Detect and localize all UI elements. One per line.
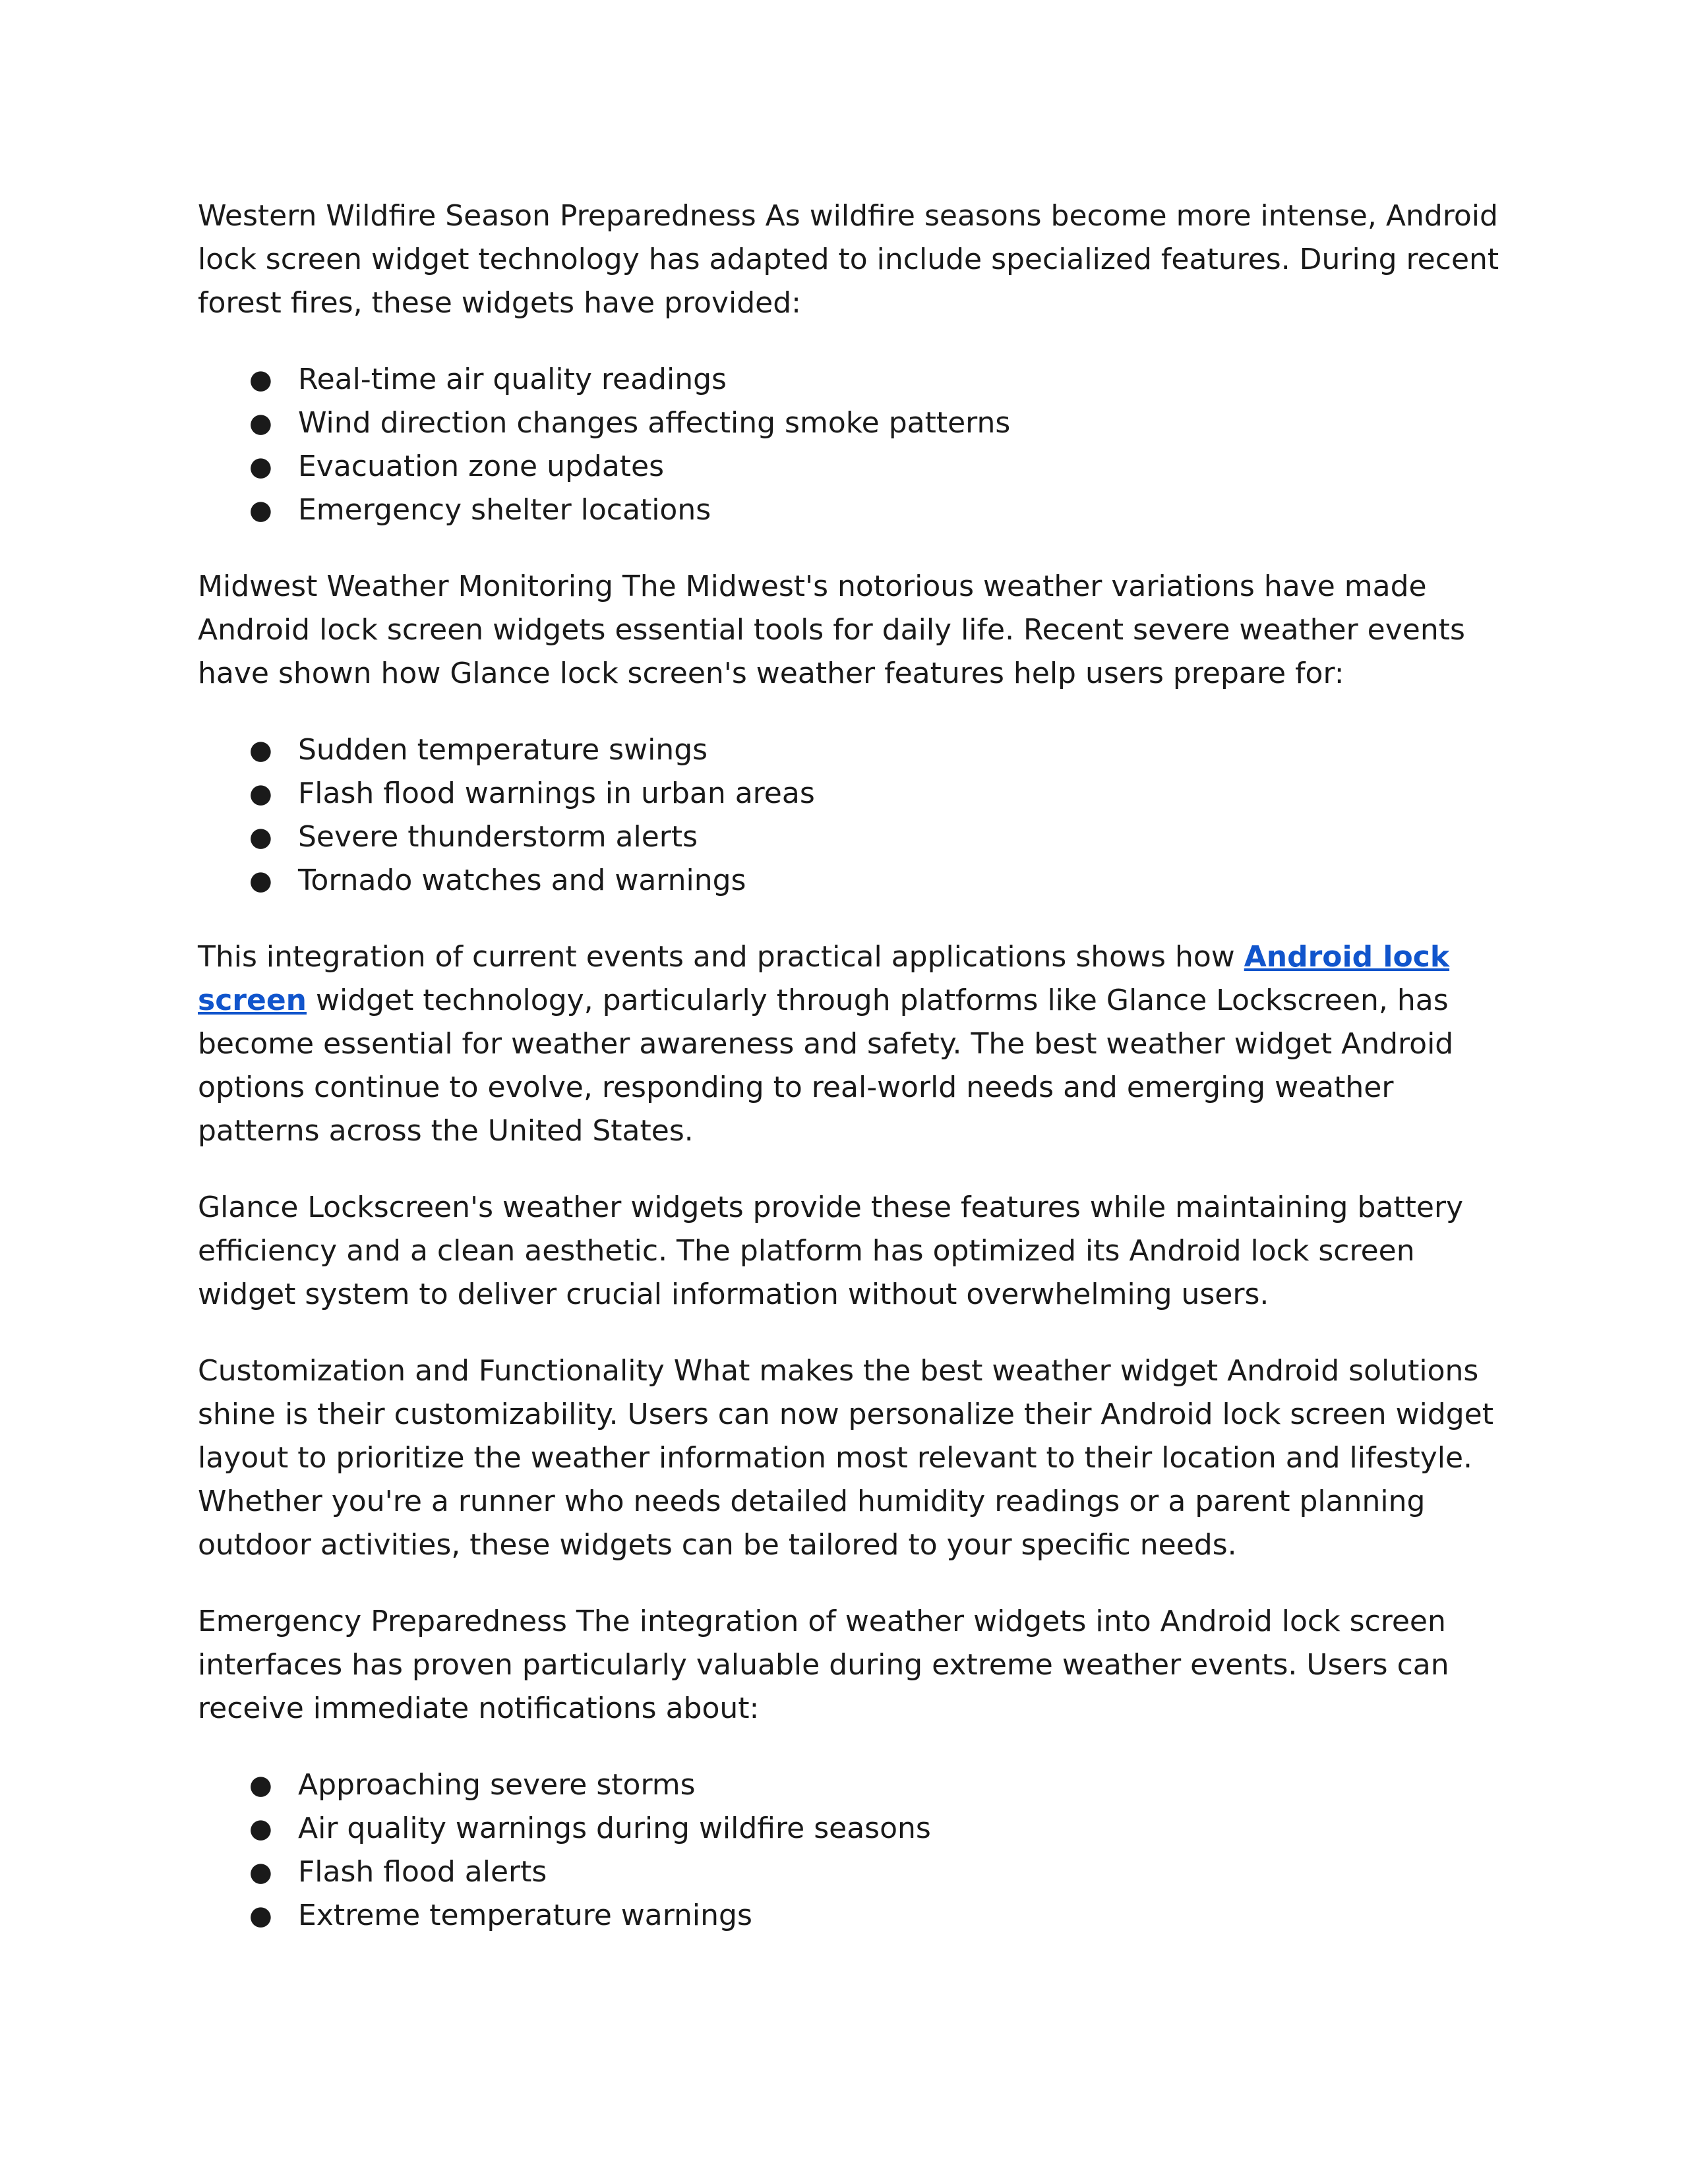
bullet-icon: ● [249,822,272,852]
list-item [198,859,1503,902]
list-item [198,401,1503,445]
list-item-text: Evacuation zone updates [298,450,665,483]
bullet-icon: ● [249,452,272,482]
list-item-text: Wind direction changes affecting smoke patterns [298,406,1011,440]
list-item-text: Severe thunderstorm alerts [298,820,698,854]
list-item [198,815,1503,859]
bullet-icon: ● [249,408,272,438]
integration-text-before: This integration of current events and practical applications shows how [198,940,1244,974]
integration-paragraph [198,935,1503,1153]
list-item [198,1850,1503,1894]
list-item [198,772,1503,815]
bullet-icon: ● [249,1814,272,1844]
midwest-paragraph: Midwest Weather Monitoring The Midwest's notorious weather variations have made Android lock screen widgets essential tools for daily life. Recent severe weather events have shown how Glance lock screen's weather features help users prepare for: [198,570,1465,690]
bullet-icon: ● [249,1770,272,1800]
list-item-text: Flash flood warnings in urban areas [298,777,815,810]
customization-paragraph: Customization and Functionality What makes the best weather widget Android solutions shine is their customizability. Users can now personalize their Android lock screen widget layout to prioritize the weather information most relevant to their location and lifestyle. Whether you're a runner who needs detailed humidity readings or a parent planning outdoor activities, these widgets can be tailored to your specific needs. [198,1354,1493,1562]
list-item [198,488,1503,532]
list-item-text: Tornado watches and warnings [298,864,746,897]
emergency-list [198,1763,1503,1937]
list-item [198,728,1503,772]
bullet-icon: ● [249,779,272,809]
android-lock-screen-link[interactable]: Android lock screen [198,940,1450,1017]
wildfire-list [198,358,1503,532]
document-page [198,194,1503,1970]
list-item-text: Sudden temperature swings [298,733,708,767]
battery-paragraph: Glance Lockscreen's weather widgets provide these features while maintaining battery efficiency and a clean aesthetic. The platform has optimized its Android lock screen widget system to deliver crucial information without overwhelming users. [198,1191,1464,1311]
bullet-icon: ● [249,1857,272,1887]
list-item-text: Flash flood alerts [298,1855,547,1889]
list-item-text: Extreme temperature warnings [298,1899,752,1932]
emergency-paragraph: Emergency Preparedness The integration of weather widgets into Android lock screen interfaces has proven particularly valuable during extreme weather events. Users can receive immediate notifications about: [198,1605,1449,1725]
bullet-icon: ● [249,365,272,395]
list-item [198,1807,1503,1850]
list-item-text: Air quality warnings during wildfire seasons [298,1812,931,1845]
list-item-text: Approaching severe storms [298,1768,696,1802]
list-item [198,1894,1503,1937]
midwest-list [198,728,1503,902]
list-item [198,445,1503,488]
bullet-icon: ● [249,495,272,525]
bullet-icon: ● [249,866,272,896]
list-item-text: Emergency shelter locations [298,493,711,527]
wildfire-paragraph: Western Wildfire Season Preparedness As wildfire seasons become more intense, Android lock screen widget technology has adapted to include specialized features. During recent forest fires, these widgets have provided: [198,199,1499,320]
list-item [198,358,1503,401]
list-item-text: Real-time air quality readings [298,363,727,396]
bullet-icon: ● [249,1901,272,1931]
integration-text-after: widget technology, particularly through platforms like Glance Lockscreen, has become essential for weather awareness and safety. The best weather widget Android options continue to evolve, responding to real-world needs and emerging weather patterns across the United States. [198,984,1454,1148]
bullet-icon: ● [249,735,272,765]
list-item [198,1763,1503,1807]
